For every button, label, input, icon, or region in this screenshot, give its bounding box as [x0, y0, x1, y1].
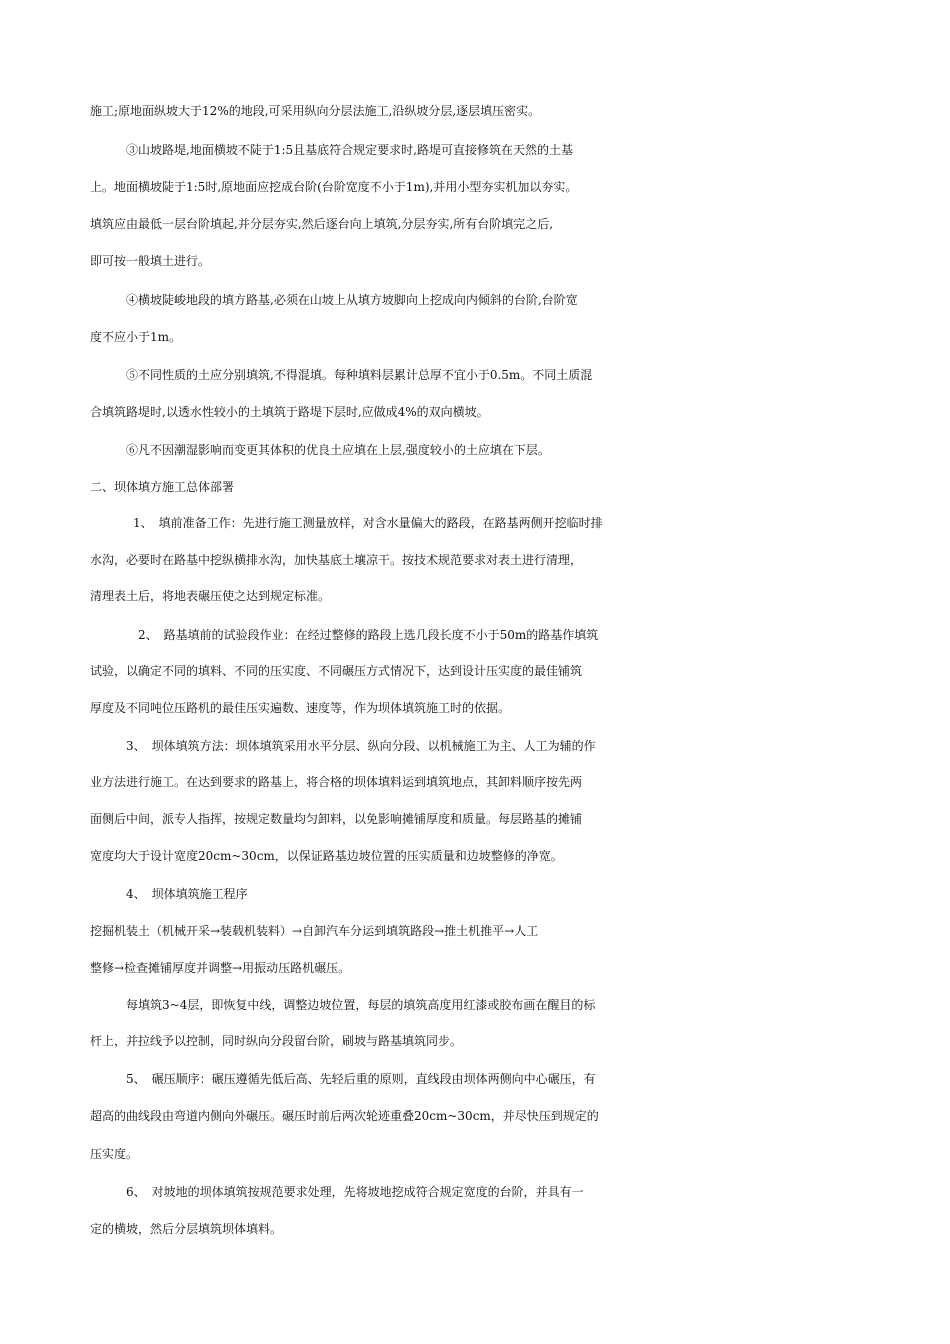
text-line: 整修→检查摊铺厚度并调整→用振动压路机碾压。: [90, 961, 351, 975]
text-line: 清理表土后，将地表碾压使之达到规定标准。: [90, 589, 331, 603]
text-line: 上。地面横坡陡于1:5时,原地面应挖成台阶(台阶宽度不小于1m),并用小型夯实机加以夯实。: [90, 180, 578, 194]
text-line: 2、 路基填前的试验段作业：在经过整修的路段上选几段长度不小于50m的路基作填筑: [138, 628, 599, 642]
text-line: 定的横坡，然后分层填筑坝体填料。: [90, 1222, 283, 1236]
text-line: 填筑应由最低一层台阶填起,并分层夯实,然后逐台向上填筑,分层夯实,所有台阶填完之后,: [90, 217, 554, 231]
text-line: 施工;原地面纵坡大于12%的地段,可采用纵向分层法施工,沿纵坡分层,逐层填压密实。: [90, 104, 541, 118]
text-line: ⑤不同性质的土应分别填筑,不得混填。每种填料层累计总厚不宜小于0.5m。不同土质混: [126, 368, 593, 382]
text-line: 水沟，必要时在路基中挖纵横排水沟，加快基底土壤凉干。按技术规范要求对表土进行清理，: [90, 553, 583, 567]
text-line: 宽度均大于设计宽度20cm~30cm，以保证路基边坡位置的压实质量和边坡整修的净宽。: [90, 849, 563, 863]
text-line: ④横坡陡峻地段的填方路基,必须在山坡上从填方坡脚向上挖成向内倾斜的台阶,台阶宽: [126, 293, 578, 307]
text-line: 6、 对坡地的坝体填筑按规范要求处理，先将坡地挖成符合规定宽度的台阶，并具有一: [126, 1185, 584, 1199]
text-line: 1、 填前准备工作：先进行施工测量放样，对含水量偏大的路段，在路基两侧开挖临时排: [133, 516, 603, 530]
text-line: 合填筑路堤时,以透水性较小的土填筑于路堤下层时,应做成4%的双向横坡。: [90, 405, 489, 419]
text-line: ③山坡路堤,地面横坡不陡于1:5且基底符合规定要求时,路堤可直接修筑在天然的土基: [126, 143, 573, 157]
text-line: 挖掘机装土（机械开采→装载机装料）→自卸汽车分运到填筑路段→推土机推平→人工: [90, 924, 539, 938]
text-line: 度不应小于1m。: [90, 330, 182, 344]
text-line: 每填筑3~4层，即恢复中线，调整边坡位置，每层的填筑高度用红漆或胶布画在醒目的标: [126, 998, 596, 1012]
text-line: 3、 坝体填筑方法：坝体填筑采用水平分层、纵向分段、以机械施工为主、人工为辅的作: [126, 739, 596, 753]
text-line: 试验，以确定不同的填料、不同的压实度、不同碾压方式情况下，达到设计压实度的最佳铺筑: [90, 664, 583, 678]
text-line: 面侧后中间，派专人指挥，按规定数量均匀卸料，以免影响摊铺厚度和质量。每层路基的摊铺: [90, 812, 583, 826]
text-line: 5、 碾压顺序：碾压遵循先低后高、先轻后重的原则，直线段由坝体两侧向中心碾压，有: [126, 1072, 596, 1086]
text-line: 即可按一般填土进行。: [90, 254, 211, 268]
text-line: 厚度及不同吨位压路机的最佳压实遍数、速度等，作为坝体填筑施工时的依据。: [90, 701, 511, 715]
text-line: ⑥凡不因潮湿影响而变更其体积的优良土应填在上层,强度较小的土应填在下层。: [126, 443, 550, 457]
text-line: 压实度。: [90, 1147, 139, 1161]
text-line: 杆上，并拉线予以控制，同时纵向分段留台阶，刷坡与路基填筑同步。: [90, 1034, 463, 1048]
section-heading: 二、坝体填方施工总体部署: [90, 480, 235, 494]
text-line: 4、 坝体填筑施工程序: [126, 887, 248, 901]
text-line: 超高的曲线段由弯道内侧向外碾压。碾压时前后两次轮迹重叠20cm~30cm，并尽快压到规定的: [90, 1109, 599, 1123]
text-line: 业方法进行施工。在达到要求的路基上，将合格的坝体填料运到填筑地点，其卸料顺序按先两: [90, 775, 583, 789]
